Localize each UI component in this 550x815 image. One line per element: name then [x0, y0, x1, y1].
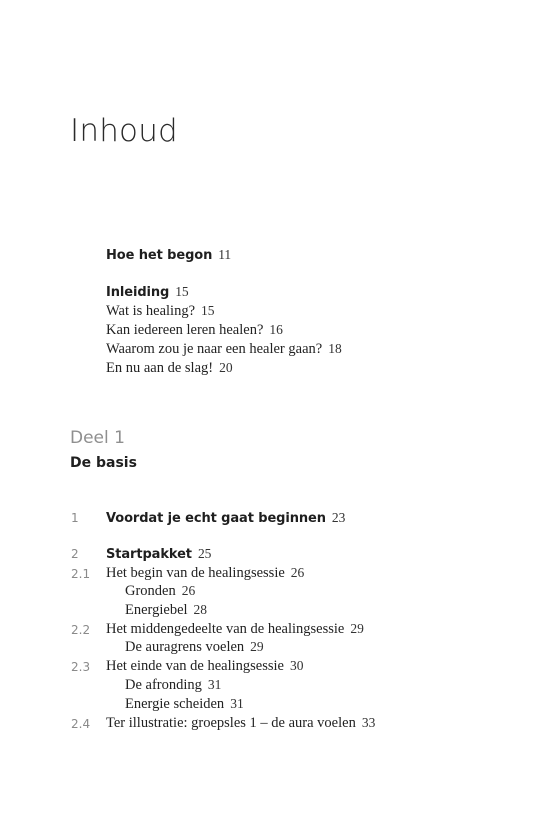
- toc-entry-label: Kan iedereen leren healen?: [106, 322, 264, 338]
- toc-entry-label: De afronding: [125, 677, 202, 693]
- chapter-number: 2: [71, 547, 79, 561]
- toc-entry-chapter-1: [106, 511, 345, 525]
- toc-entry-page: 33: [361, 715, 376, 730]
- toc-entry-waarom: [106, 342, 342, 357]
- toc-entry-page: 18: [328, 341, 342, 356]
- toc-entry-section-2-1: [106, 566, 304, 581]
- toc-entry-hoe-het-begon: [106, 248, 231, 262]
- toc-entry-label: Inleiding: [106, 285, 170, 300]
- toc-entry-section-2-4: [106, 716, 375, 731]
- toc-entry-page: 26: [181, 583, 196, 598]
- toc-entry-page: 31: [230, 696, 244, 711]
- toc-entry-page: 23: [331, 510, 346, 525]
- toc-entry-page: 11: [218, 247, 232, 262]
- toc-entry-label: Waarom zou je naar een healer gaan?: [106, 341, 323, 357]
- toc-entry-page: 29: [250, 639, 264, 654]
- toc-entry-label: Energie scheiden: [125, 696, 225, 712]
- section-number: 2.4: [71, 717, 91, 731]
- toc-entry-label: Het begin van de healingsessie: [106, 565, 285, 581]
- toc-entry-section-2-2: [106, 622, 364, 637]
- toc-entry-wat-is-healing: [106, 304, 215, 319]
- toc-entry-label: Hoe het begon: [106, 248, 213, 263]
- toc-entry-label: En nu aan de slag!: [106, 360, 214, 376]
- page-title: Inhoud: [70, 113, 178, 149]
- section-number: 2.1: [71, 567, 91, 581]
- toc-entry-page: 30: [289, 658, 304, 673]
- toc-entry-label: Wat is healing?: [106, 303, 196, 319]
- toc-entry-gronden: [125, 584, 195, 599]
- toc-entry-page: 28: [193, 602, 208, 617]
- toc-entry-section-2-3: [106, 659, 303, 674]
- part-heading: Deel 1: [70, 428, 125, 448]
- toc-entry-label: Energiebel: [125, 602, 188, 618]
- toc-entry-chapter-2: [106, 547, 211, 561]
- toc-entry-label: Het einde van de healingsessie: [106, 658, 284, 674]
- toc-entry-page: 15: [201, 303, 215, 318]
- toc-entry-label: Startpakket: [106, 547, 192, 562]
- toc-entry-label: Gronden: [125, 583, 176, 599]
- toc-entry-en-nu: [106, 361, 233, 376]
- toc-entry-auragrens: [125, 640, 264, 655]
- chapter-number: 1: [71, 511, 79, 525]
- toc-entry-page: 26: [290, 565, 305, 580]
- toc-entry-page: 16: [269, 322, 283, 337]
- toc-entry-page: 25: [197, 546, 212, 561]
- toc-entry-page: 29: [350, 621, 364, 636]
- part-subtitle: De basis: [70, 455, 137, 471]
- toc-entry-energiebel: [125, 603, 207, 618]
- toc-entry-inleiding: [106, 285, 189, 299]
- toc-entry-label: Het middengedeelte van de healingsessie: [106, 621, 345, 637]
- section-number: 2.2: [71, 623, 91, 637]
- toc-entry-page: 20: [219, 360, 233, 375]
- toc-entry-page: 31: [207, 677, 222, 692]
- toc-entry-kan-iedereen: [106, 323, 283, 338]
- section-number: 2.3: [71, 660, 91, 674]
- toc-entry-label: De auragrens voelen: [125, 639, 245, 655]
- toc-entry-label: Ter illustratie: groepsles 1 – de aura voelen: [106, 715, 356, 731]
- toc-entry-afronding: [125, 678, 221, 693]
- toc-entry-energie-scheiden: [125, 697, 244, 712]
- toc-entry-page: 15: [175, 284, 189, 299]
- toc-entry-label: Voordat je echt gaat beginnen: [106, 511, 326, 526]
